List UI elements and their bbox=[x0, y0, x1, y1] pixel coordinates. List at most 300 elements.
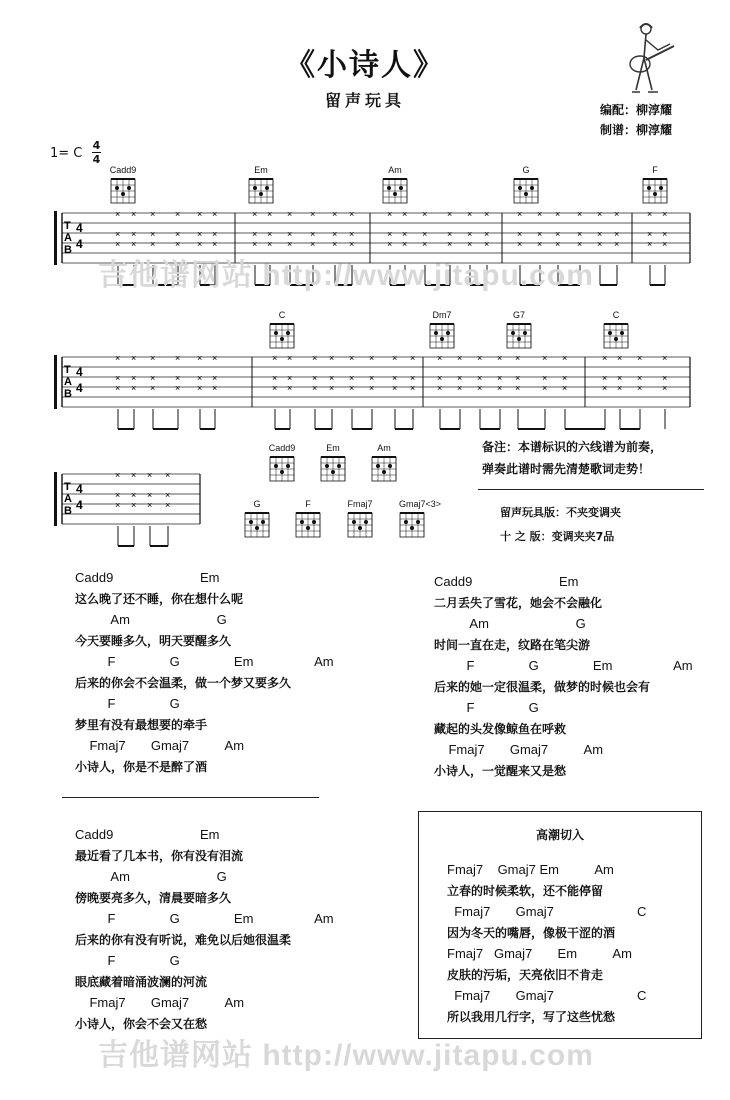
staff2-x-note: × bbox=[457, 383, 463, 393]
staff1-x-note: × bbox=[115, 209, 121, 219]
staff1-tab-letter: T bbox=[64, 220, 71, 232]
chord-diagram-12-finger bbox=[261, 520, 265, 524]
staff2-x-note: × bbox=[497, 353, 503, 363]
staff3-tab-letter: T bbox=[64, 481, 71, 493]
staff1-x-note: × bbox=[614, 229, 620, 239]
climax-chords-4: Fmaj7 Gmaj7 C bbox=[447, 988, 647, 1003]
staff1-x-note: × bbox=[175, 229, 181, 239]
staff2-x-note: × bbox=[369, 373, 375, 383]
staff2-x-note: × bbox=[329, 383, 335, 393]
staff2-x-note: × bbox=[602, 353, 608, 363]
tab2-chord-c-2: C bbox=[612, 310, 620, 320]
tab1-chord-em: Em bbox=[254, 165, 268, 175]
staff2-x-note: × bbox=[312, 383, 318, 393]
staff2-x-note: × bbox=[437, 353, 443, 363]
verse1-lyric-5: 小诗人，你是不是醉了酒 bbox=[75, 760, 208, 774]
chord-diagram-2-finger bbox=[387, 186, 391, 190]
verse2-lyric-4: 藏起的头发像鲸鱼在呼救 bbox=[434, 722, 567, 736]
staff2-x-note: × bbox=[175, 353, 181, 363]
verse1-lyric-4: 梦里有没有最想要的牵手 bbox=[75, 718, 208, 732]
verse3-chords-3: F G Em Am bbox=[75, 911, 334, 926]
note-divider bbox=[478, 489, 704, 490]
staff1-x-note: × bbox=[577, 229, 583, 239]
chord-diagram-0-finger bbox=[127, 186, 131, 190]
staff1-x-note: × bbox=[662, 209, 668, 219]
chart-label-f: F bbox=[305, 499, 311, 509]
chord-diagram-7-finger bbox=[511, 331, 515, 335]
chord-diagram-2-finger bbox=[399, 186, 403, 190]
staff1-x-note: × bbox=[131, 209, 137, 219]
staff2-x-note: × bbox=[287, 383, 293, 393]
staff2-x-note: × bbox=[515, 353, 521, 363]
staff2-x-note: × bbox=[662, 383, 668, 393]
staff1-ts-top: 4 bbox=[76, 221, 83, 235]
chord-diagram-8-finger bbox=[614, 337, 618, 341]
staff1-x-note: × bbox=[402, 229, 408, 239]
staff1-x-note: × bbox=[517, 209, 523, 219]
staff1-x-note: × bbox=[150, 239, 156, 249]
staff1-x-note: × bbox=[349, 209, 355, 219]
staff3-ts-bottom: 4 bbox=[76, 498, 83, 512]
verse3-lyric-2: 傍晚要亮多久，清晨要暗多久 bbox=[75, 891, 232, 905]
staff2-x-note: × bbox=[542, 353, 548, 363]
verse2-chords-3: F G Em Am bbox=[434, 658, 693, 673]
staff3-x-note: × bbox=[147, 500, 153, 510]
staff2-x-note: × bbox=[477, 383, 483, 393]
verse-3 bbox=[75, 827, 334, 1037]
chord-diagram-13-finger bbox=[312, 520, 316, 524]
key-signature: 1= C bbox=[50, 146, 83, 161]
staff1-x-note: × bbox=[614, 239, 620, 249]
climax-lyric-3: 皮肤的污垢，天亮依旧不肯走 bbox=[447, 968, 604, 982]
verse2-chords-4: F G bbox=[434, 700, 539, 715]
staff1-x-note: × bbox=[387, 239, 393, 249]
staff1-tab-letter: B bbox=[64, 244, 72, 256]
climax-lyric-2: 因为冬天的嘴唇，像极干涩的酒 bbox=[447, 926, 616, 940]
chord-diagram-9-finger bbox=[280, 470, 284, 474]
verse1-lyric-3: 后来的你会不会温柔，做一个梦又要多久 bbox=[75, 676, 292, 690]
chord-diagram-15-finger bbox=[404, 520, 408, 524]
tab1-chord-g: G bbox=[522, 165, 530, 175]
chord-diagram-14-finger bbox=[358, 526, 362, 530]
verse3-lyric-4: 眼底藏着暗涌波澜的河流 bbox=[75, 975, 208, 989]
staff2-x-note: × bbox=[437, 383, 443, 393]
chord-diagram-11-finger bbox=[388, 464, 392, 468]
chord-diagram-3-finger bbox=[524, 192, 528, 196]
staff1-x-note: × bbox=[349, 229, 355, 239]
staff1-x-note: × bbox=[175, 239, 181, 249]
chord-diagram-4-finger bbox=[653, 192, 657, 196]
chord-diagram-10-finger bbox=[331, 470, 335, 474]
staff2-x-note: × bbox=[115, 373, 121, 383]
staff2-x-note: × bbox=[457, 373, 463, 383]
staff2-x-note: × bbox=[212, 373, 218, 383]
staff1-x-note: × bbox=[267, 209, 273, 219]
watermark-bottom: 吉他谱网站 http://www.jitapu.com bbox=[98, 1039, 594, 1072]
verse1-chords-2: Am G bbox=[75, 612, 227, 627]
staff1-x-note: × bbox=[597, 229, 603, 239]
verse3-lyric-5: 小诗人，你会不会又在愁 bbox=[75, 1017, 208, 1031]
staff2-x-note: × bbox=[392, 383, 398, 393]
staff1-x-note: × bbox=[517, 239, 523, 249]
staff2-ts-bottom: 4 bbox=[76, 381, 83, 395]
staff2-x-note: × bbox=[329, 353, 335, 363]
staff2-x-note: × bbox=[562, 353, 568, 363]
staff1-x-note: × bbox=[537, 209, 543, 219]
staff2-x-note: × bbox=[617, 373, 623, 383]
verse1-chords-3: F G Em Am bbox=[75, 654, 334, 669]
verse3-chords-4: F G bbox=[75, 953, 180, 968]
staff1-x-note: × bbox=[537, 239, 543, 249]
staff2-x-note: × bbox=[287, 373, 293, 383]
staff2-x-note: × bbox=[131, 353, 137, 363]
chord-diagram-11-finger bbox=[382, 470, 386, 474]
staff1-x-note: × bbox=[212, 209, 218, 219]
staff2-x-note: × bbox=[287, 353, 293, 363]
staff3-x-note: × bbox=[131, 500, 137, 510]
climax-box bbox=[418, 811, 702, 1039]
tab-note-line1: 备注：本谱标识的六线谱为前奏， bbox=[482, 440, 663, 454]
staff1-x-note: × bbox=[197, 239, 203, 249]
chord-diagram-3-finger bbox=[518, 186, 522, 190]
staff3-x-note: × bbox=[115, 470, 121, 480]
staff2-x-note: × bbox=[150, 353, 156, 363]
staff1-x-note: × bbox=[447, 229, 453, 239]
staff2-x-note: × bbox=[197, 383, 203, 393]
staff1-x-note: × bbox=[267, 239, 273, 249]
staff2-x-note: × bbox=[369, 353, 375, 363]
chord-diagram-9-finger bbox=[286, 464, 290, 468]
staff2-x-note: × bbox=[115, 353, 121, 363]
climax-chords-3: Fmaj7 Gmaj7 Em Am bbox=[447, 946, 632, 961]
verse2-chords-2: Am G bbox=[434, 616, 586, 631]
staff1-x-note: × bbox=[332, 229, 338, 239]
staff1-x-note: × bbox=[197, 229, 203, 239]
staff1-x-note: × bbox=[517, 229, 523, 239]
staff2-x-note: × bbox=[497, 373, 503, 383]
chord-diagram-14-finger bbox=[352, 520, 356, 524]
chart-label-gmaj7: Gmaj7<3> bbox=[398, 499, 442, 509]
staff2-bracket bbox=[54, 355, 57, 409]
staff1-x-note: × bbox=[597, 209, 603, 219]
staff3-x-note: × bbox=[115, 490, 121, 500]
staff2-x-note: × bbox=[115, 383, 121, 393]
tab-note-line2: 弹奏此谱时需先清楚歌词走势！ bbox=[482, 462, 651, 476]
staff1-x-note: × bbox=[387, 229, 393, 239]
song-title: 《小诗人》 bbox=[285, 48, 445, 83]
staff2-x-note: × bbox=[175, 373, 181, 383]
climax-chords-1: Fmaj7 Gmaj7 Em Am bbox=[447, 862, 614, 877]
staff2-x-note: × bbox=[329, 373, 335, 383]
chord-diagram-4-finger bbox=[659, 186, 663, 190]
artist-name: 留声玩具 bbox=[324, 91, 405, 110]
staff1-x-note: × bbox=[402, 239, 408, 249]
staff2-tab-letter: A bbox=[64, 376, 72, 388]
chart-label-g: G bbox=[253, 499, 261, 509]
staff2-x-note: × bbox=[562, 383, 568, 393]
staff1-x-note: × bbox=[287, 209, 293, 219]
staff1-x-note: × bbox=[662, 239, 668, 249]
chord-diagram-3-finger bbox=[530, 186, 534, 190]
chord-diagram-8-finger bbox=[620, 331, 624, 335]
staff2-x-note: × bbox=[477, 373, 483, 383]
staff2-x-note: × bbox=[197, 353, 203, 363]
verse-2 bbox=[434, 574, 693, 784]
staff2-x-note: × bbox=[131, 383, 137, 393]
staff1-x-note: × bbox=[131, 239, 137, 249]
staff2-x-note: × bbox=[312, 353, 318, 363]
staff3-x-note: × bbox=[115, 500, 121, 510]
staff1-x-note: × bbox=[614, 209, 620, 219]
chord-diagram-7-finger bbox=[523, 331, 527, 335]
staff1-x-note: × bbox=[387, 209, 393, 219]
chord-diagram-11-finger bbox=[376, 464, 380, 468]
staff1-x-note: × bbox=[422, 209, 428, 219]
staff3-tab-letter: A bbox=[64, 493, 72, 505]
staff2-x-note: × bbox=[392, 373, 398, 383]
chord-diagram-12-finger bbox=[255, 526, 259, 530]
staff2-x-note: × bbox=[602, 373, 608, 383]
staff2-x-note: × bbox=[369, 383, 375, 393]
staff1-x-note: × bbox=[252, 229, 258, 239]
staff1-x-note: × bbox=[212, 239, 218, 249]
chord-diagram-8-finger bbox=[608, 331, 612, 335]
staff1-x-note: × bbox=[349, 239, 355, 249]
staff1-x-note: × bbox=[252, 239, 258, 249]
staff2-x-note: × bbox=[637, 373, 643, 383]
staff1-x-note: × bbox=[252, 209, 258, 219]
verse1-chords-5: Fmaj7 Gmaj7 Am bbox=[75, 738, 245, 753]
staff2-tab-letter: T bbox=[64, 364, 71, 376]
staff2-x-note: × bbox=[392, 353, 398, 363]
verse3-chords-2: Am G bbox=[75, 869, 227, 884]
verse3-lyric-3: 后来的你有没有听说，难免以后她很温柔 bbox=[75, 933, 292, 947]
staff1-x-note: × bbox=[402, 209, 408, 219]
climax-lyric-4: 所以我用几行字，写了这些忧愁 bbox=[447, 1010, 616, 1024]
verse2-chords-1: Cadd9 Em bbox=[434, 574, 579, 589]
staff3-tab-letter: B bbox=[64, 505, 72, 517]
verse2-chords-5: Fmaj7 Gmaj7 Am bbox=[434, 742, 604, 757]
staff2-x-note: × bbox=[477, 353, 483, 363]
staff2-x-note: × bbox=[662, 353, 668, 363]
verse3-chords-1: Cadd9 Em bbox=[75, 827, 220, 842]
tab2-chord-c: C bbox=[278, 310, 286, 320]
chart-label-em: Em bbox=[326, 443, 340, 453]
version-line2: 十 之 版：变调夹夹7品 bbox=[500, 530, 615, 543]
tab-note bbox=[482, 436, 662, 480]
staff1-x-note: × bbox=[310, 239, 316, 249]
staff2-x-note: × bbox=[272, 373, 278, 383]
staff1-x-note: × bbox=[287, 229, 293, 239]
staff2-x-note: × bbox=[617, 353, 623, 363]
staff2-x-note: × bbox=[410, 373, 416, 383]
staff2-x-note: × bbox=[349, 353, 355, 363]
staff1-x-note: × bbox=[115, 239, 121, 249]
staff2-x-note: × bbox=[150, 373, 156, 383]
staff2-x-note: × bbox=[212, 383, 218, 393]
staff1-x-note: × bbox=[647, 229, 653, 239]
tab2-chord-g7: G7 bbox=[512, 310, 525, 320]
staff1-bracket bbox=[54, 211, 57, 265]
staff1-x-note: × bbox=[577, 209, 583, 219]
chord-diagram-15-finger bbox=[410, 526, 414, 530]
tab1-chord-am: Am bbox=[388, 165, 402, 175]
staff1-x-note: × bbox=[555, 209, 561, 219]
staff2-x-note: × bbox=[349, 373, 355, 383]
staff2-x-note: × bbox=[175, 383, 181, 393]
staff2-x-note: × bbox=[457, 353, 463, 363]
chord-diagram-10-finger bbox=[325, 464, 329, 468]
verse1-lyric-2: 今天要睡多久，明天要醒多久 bbox=[75, 634, 232, 648]
staff3-ts-top: 4 bbox=[76, 482, 83, 496]
staff1-x-note: × bbox=[647, 239, 653, 249]
staff2-x-note: × bbox=[515, 373, 521, 383]
staff3-bracket bbox=[54, 472, 57, 526]
staff2-x-note: × bbox=[312, 373, 318, 383]
staff2-x-note: × bbox=[662, 373, 668, 383]
staff1-x-note: × bbox=[197, 209, 203, 219]
chord-diagram-12-finger bbox=[249, 520, 253, 524]
staff1-x-note: × bbox=[175, 209, 181, 219]
staff2-x-note: × bbox=[150, 383, 156, 393]
staff1-x-note: × bbox=[484, 239, 490, 249]
staff2-x-note: × bbox=[410, 353, 416, 363]
staff3-x-note: × bbox=[165, 470, 171, 480]
chord-diagram-5-finger bbox=[286, 331, 290, 335]
staff1-x-note: × bbox=[467, 239, 473, 249]
staff1-x-note: × bbox=[150, 209, 156, 219]
staff1-x-note: × bbox=[332, 209, 338, 219]
staff2-x-note: × bbox=[272, 383, 278, 393]
staff2-x-note: × bbox=[617, 383, 623, 393]
tab2-chord-dm7: Dm7 bbox=[432, 310, 452, 320]
staff1-x-note: × bbox=[287, 239, 293, 249]
chord-diagram-15-finger bbox=[416, 520, 420, 524]
tab1-chord-f: F bbox=[652, 165, 658, 175]
chord-diagram-1-finger bbox=[253, 186, 257, 190]
staff1-x-note: × bbox=[662, 229, 668, 239]
verse2-lyric-5: 小诗人，一觉醒来又是愁 bbox=[434, 764, 567, 778]
chord-diagram-2-finger bbox=[393, 192, 397, 196]
verse2-lyric-1: 二月丢失了雪花，她会不会融化 bbox=[434, 596, 603, 610]
verse-1 bbox=[75, 570, 334, 780]
staff1-x-note: × bbox=[115, 229, 121, 239]
staff1-x-note: × bbox=[447, 239, 453, 249]
chord-diagram-6-finger bbox=[440, 337, 444, 341]
climax-chords-2: Fmaj7 Gmaj7 C bbox=[447, 904, 647, 919]
chart-label-cadd9: Cadd9 bbox=[268, 443, 296, 453]
staff2-x-note: × bbox=[497, 383, 503, 393]
staff1-x-note: × bbox=[484, 209, 490, 219]
verse3-lyric-1: 最近看了几本书，你有没有泪流 bbox=[75, 849, 244, 863]
staff3-x-note: × bbox=[165, 490, 171, 500]
staff1-x-note: × bbox=[467, 209, 473, 219]
staff2-x-note: × bbox=[515, 383, 521, 393]
chord-diagram-0-finger bbox=[115, 186, 119, 190]
staff2-x-note: × bbox=[542, 373, 548, 383]
chord-diagram-7-finger bbox=[517, 337, 521, 341]
staff2-x-note: × bbox=[212, 353, 218, 363]
staff1-x-note: × bbox=[150, 229, 156, 239]
staff3-x-note: × bbox=[147, 490, 153, 500]
verse1-chords-1: Cadd9 Em bbox=[75, 570, 220, 585]
staff1-x-note: × bbox=[555, 239, 561, 249]
staff2-x-note: × bbox=[349, 383, 355, 393]
staff3-x-note: × bbox=[131, 490, 137, 500]
climax-header: 高潮切入 bbox=[535, 828, 584, 842]
chord-diagram-10-finger bbox=[337, 464, 341, 468]
staff2-x-note: × bbox=[562, 373, 568, 383]
staff2-x-note: × bbox=[197, 373, 203, 383]
staff1-x-note: × bbox=[577, 239, 583, 249]
chord-diagram-5-finger bbox=[274, 331, 278, 335]
staff1-x-note: × bbox=[332, 239, 338, 249]
verse2-lyric-2: 时间一直在走，纹路在笔尖游 bbox=[434, 638, 591, 652]
chord-diagram-0-finger bbox=[121, 192, 125, 196]
staff3-x-note: × bbox=[147, 470, 153, 480]
staff1-x-note: × bbox=[310, 209, 316, 219]
chord-diagram-6-finger bbox=[446, 331, 450, 335]
time-signature: 4 4 bbox=[92, 139, 101, 166]
staff1-x-note: × bbox=[447, 209, 453, 219]
chord-diagram-14-finger bbox=[364, 520, 368, 524]
staff2-x-note: × bbox=[272, 353, 278, 363]
climax-lyric-1: 立春的时候柔软，还不能停留 bbox=[447, 884, 604, 898]
chart-label-fmaj7: Fmaj7 bbox=[347, 499, 373, 509]
staff1-x-note: × bbox=[537, 229, 543, 239]
transcriber-credit: 制谱：柳淳耀 bbox=[600, 123, 673, 137]
staff2-ts-top: 4 bbox=[76, 365, 83, 379]
staff1-x-note: × bbox=[310, 229, 316, 239]
verse1-lyric-1: 这么晚了还不睡，你在想什么呢 bbox=[75, 592, 244, 606]
verse1-chords-4: F G bbox=[75, 696, 180, 711]
staff2-x-note: × bbox=[542, 383, 548, 393]
staff3-x-note: × bbox=[131, 470, 137, 480]
verse3-chords-5: Fmaj7 Gmaj7 Am bbox=[75, 995, 245, 1010]
tab1-chord-cadd9: Cadd9 bbox=[109, 165, 137, 175]
watermark-top: 吉他谱网站 http://www.jitapu.com bbox=[98, 259, 594, 292]
staff2-x-note: × bbox=[410, 383, 416, 393]
verse-divider bbox=[62, 797, 319, 798]
staff2-tab-letter: B bbox=[64, 388, 72, 400]
staff1-x-note: × bbox=[267, 229, 273, 239]
chord-diagram-4-finger bbox=[647, 186, 651, 190]
staff2-x-note: × bbox=[602, 383, 608, 393]
chord-diagram-1-finger bbox=[259, 192, 263, 196]
staff1-x-note: × bbox=[484, 229, 490, 239]
chord-diagram-6-finger bbox=[434, 331, 438, 335]
staff1-x-note: × bbox=[422, 229, 428, 239]
staff2-x-note: × bbox=[131, 373, 137, 383]
staff2-x-note: × bbox=[637, 383, 643, 393]
chord-diagram-1-finger bbox=[265, 186, 269, 190]
staff1-tab-letter: A bbox=[64, 232, 72, 244]
chart-label-am: Am bbox=[377, 443, 391, 453]
staff1-x-note: × bbox=[131, 229, 137, 239]
verse2-lyric-3: 后来的她一定很温柔，做梦的时候也会有 bbox=[434, 680, 651, 694]
staff3-x-note: × bbox=[165, 500, 171, 510]
version-line1: 留声玩具版：不夹变调夹 bbox=[500, 506, 621, 519]
chord-diagram-13-finger bbox=[300, 520, 304, 524]
staff1-x-note: × bbox=[647, 209, 653, 219]
staff2-x-note: × bbox=[437, 373, 443, 383]
staff1-x-note: × bbox=[467, 229, 473, 239]
staff2-x-note: × bbox=[637, 353, 643, 363]
chord-diagram-5-finger bbox=[280, 337, 284, 341]
staff1-ts-bottom: 4 bbox=[76, 237, 83, 251]
staff1-x-note: × bbox=[597, 239, 603, 249]
staff1-x-note: × bbox=[555, 229, 561, 239]
